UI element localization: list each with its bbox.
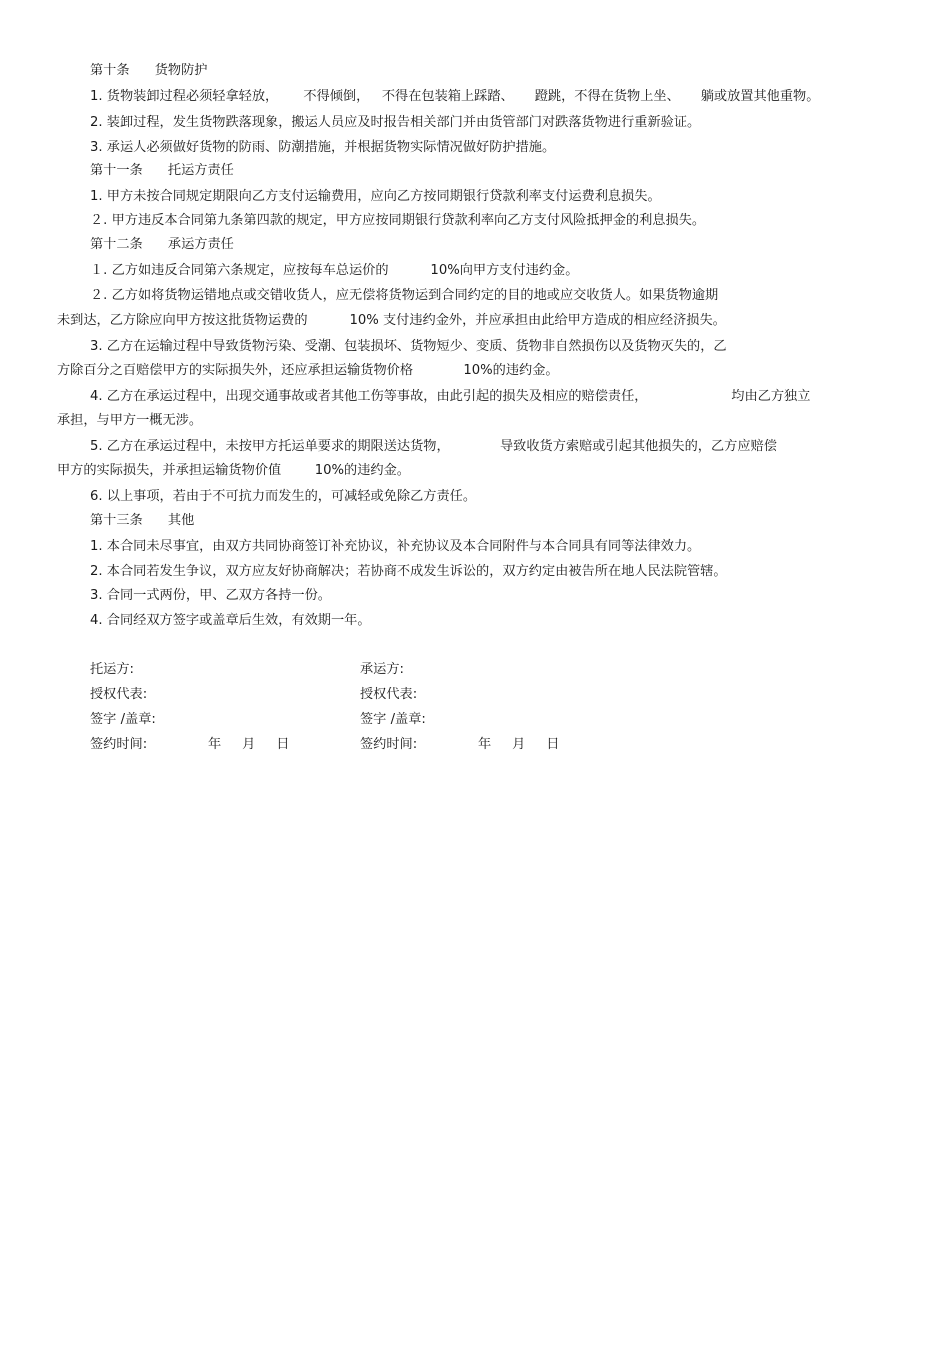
article-11-clause-2: ２. 甲方违反本合同第九条第四款的规定，甲方应按同期银行贷款利率向乙方支付风险抵押金的利息损失。 xyxy=(90,213,706,228)
carrier-date-label: 签约时间: xyxy=(360,737,418,752)
article-12-clause-1: １. 乙方如违反合同第六条规定，应按每车总运价的 10%向甲方支付违约金。 xyxy=(90,263,579,278)
shipper-date-label: 签约时间: xyxy=(90,737,148,752)
article-12-clause-3-cont: 方除百分之百赔偿甲方的实际损失外，还应承担运输货物价格 10%的违约金。 xyxy=(57,363,559,378)
article-12-clause-5-cont: 甲方的实际损失，并承担运输货物价值 10%的违约金。 xyxy=(57,463,410,478)
article-13-clause-2: 2. 本合同若发生争议，双方应友好协商解决；若协商不成发生诉讼的，双方约定由被告所在地人民法院管辖。 xyxy=(90,564,727,579)
article-13-heading: 第十三条 其他 xyxy=(90,513,195,528)
article-13-clause-1: 1. 本合同未尽事宜，由双方共同协商签订补充协议，补充协议及本合同附件与本合同具有同等法律效力。 xyxy=(90,539,701,554)
article-12-clause-4: 4. 乙方在承运过程中，出现交通事故或者其他工伤等事故，由此引起的损失及相应的赔偿责任， 均由乙方独立 xyxy=(90,389,811,404)
article-11-clause-1: 1. 甲方未按合同规定期限向乙方支付运输费用，应向乙方按同期银行贷款利率支付运费利息损失。 xyxy=(90,189,661,204)
article-11-heading: 第十一条 托运方责任 xyxy=(90,163,234,178)
article-12-clause-2: ２. 乙方如将货物运错地点或交错收货人，应无偿将货物运到合同约定的目的地或应交收货人。如果货物逾期 xyxy=(90,288,719,303)
article-12-clause-6: 6. 以上事项，若由于不可抗力而发生的，可减轻或免除乙方责任。 xyxy=(90,489,477,504)
article-12-heading: 第十二条 承运方责任 xyxy=(90,237,234,252)
shipper-seal-label: 签字 /盖章: xyxy=(90,712,156,727)
carrier-date-units: 年 月 日 xyxy=(478,737,560,752)
article-12-clause-4-cont: 承担，与甲方一概无涉。 xyxy=(57,413,203,428)
article-10-heading: 第十条 货物防护 xyxy=(90,63,208,78)
article-10-clause-1: 1. 货物装卸过程必须轻拿轻放， 不得倾倒， 不得在包装箱上踩踏、 蹬跳，不得在货物上坐、 躺或放置其他重物。 xyxy=(90,89,820,104)
article-10-clause-2: 2. 装卸过程，发生货物跌落现象，搬运人员应及时报告相关部门并由货管部门对跌落货物进行重新验证。 xyxy=(90,115,701,130)
carrier-label: 承运方: xyxy=(360,662,405,677)
article-13-clause-4: 4. 合同经双方签字或盖章后生效，有效期一年。 xyxy=(90,613,371,628)
article-10-clause-3: 3. 承运人必须做好货物的防雨、防潮措施，并根据货物实际情况做好防护措施。 xyxy=(90,140,556,155)
carrier-seal-label: 签字 /盖章: xyxy=(360,712,426,727)
article-12-clause-2-cont: 未到达，乙方除应向甲方按这批货物运费的 10% 支付违约金外，并应承担由此给甲方造成的相应经济损失。 xyxy=(57,313,726,328)
shipper-label: 托运方: xyxy=(90,662,135,677)
shipper-representative-label: 授权代表: xyxy=(90,687,148,702)
shipper-date-units: 年 月 日 xyxy=(208,737,290,752)
article-13-clause-3: 3. 合同一式两份，甲、乙双方各持一份。 xyxy=(90,588,331,603)
article-12-clause-5: 5. 乙方在承运过程中，未按甲方托运单要求的期限送达货物， 导致收货方索赔或引起其他损失的，乙方应赔偿 xyxy=(90,439,777,454)
carrier-representative-label: 授权代表: xyxy=(360,687,418,702)
article-12-clause-3: 3. 乙方在运输过程中导致货物污染、受潮、包装损坏、货物短少、变质、货物非自然损伤以及货物灭失的，乙 xyxy=(90,339,727,354)
